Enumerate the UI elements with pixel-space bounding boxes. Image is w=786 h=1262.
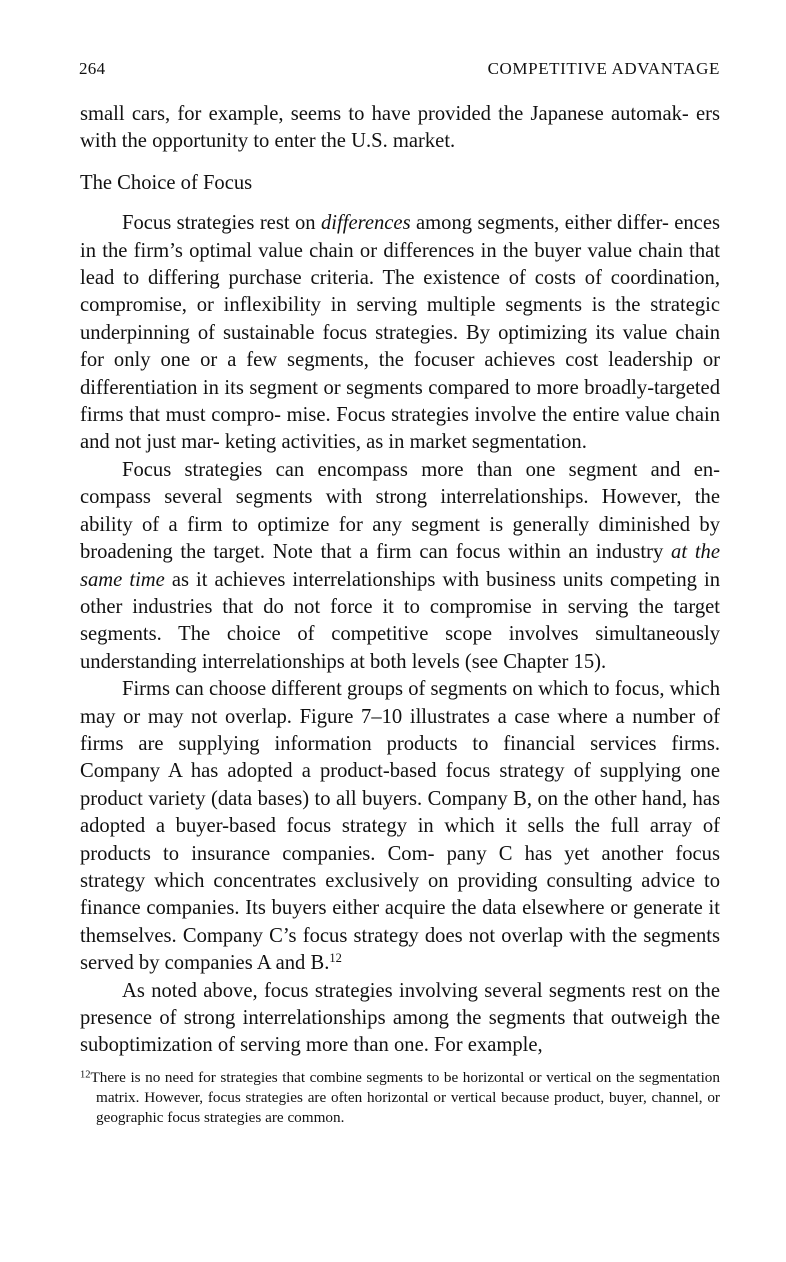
running-title: COMPETITIVE ADVANTAGE xyxy=(487,59,720,78)
emphasis-text: at the same time xyxy=(80,541,720,591)
paragraph-text: Firms can choose different groups of segments on which to focus, which may or may not overlap. Figure 7–10 illustrates a case where a number of firms are supplying information products to financial services firms. Company A has adopted a product-based focus strategy of supplying one product variety (data bases) to all buyers. Company B, on the other hand, has adopted a buyer-based focus strategy in which it sells the full array of products to insurance companies. Com- pany C has yet another focus strategy which concentrates exclusively on providing consulting advice to finance companies. Its buyers either acquire the data elsewhere or generate it themselves. Company C’s focus strategy does not overlap with the segments served by companies A and B. xyxy=(80,678,720,975)
book-page xyxy=(80,58,720,1128)
running-head xyxy=(80,58,720,82)
footnote-reference[interactable]: 12 xyxy=(329,951,342,966)
paragraph-text: among segments, either differ- ences in the firm’s optimal value chain or differences in the buyer value chain that lead to differing purchase criteria. The existence of costs of coordination, compromise, or inflexibility in serving multiple segments is the strategic underpinning of sustainable focus strategies. By optimizing its value chain for only one or a few segments, the focuser achieves cost leadership or differentiation in its segment or segments compared to more broadly-targeted firms that must compro- mise. Focus strategies involve the entire value chain and not just mar- keting activities, as in market segmentation. xyxy=(80,212,720,454)
section-heading: The Choice of Focus xyxy=(80,171,253,194)
paragraph-differences xyxy=(80,210,720,457)
paragraph-segment-groups xyxy=(80,676,720,977)
body-text xyxy=(80,101,720,1060)
paragraph-text: Focus strategies can encompass more than one segment and en- compass several segments with strong interrelationships. However, the ability of a firm to optimize for any segment is generally diminished by broadening the target. Note that a firm can focus within an industry xyxy=(80,458,720,564)
paragraph-text: Focus strategies rest on xyxy=(122,212,321,235)
page-number: 264 xyxy=(79,59,106,78)
footnote-number: 12 xyxy=(80,1069,91,1081)
footnote-text: There is no need for strategies that combine segments to be horizontal or vertical on the segmentation matrix. However, focus strategies are often horizontal or vertical because product, buyer, channel, or geographic focus strategies are common. xyxy=(90,1068,720,1126)
paragraph-text: as it achieves interrelationships with business units competing in other industries that do not force it to compromise in serving the target segments. The choice of competitive scope involves simultaneously understanding interrelationships at both levels (see Chapter 15). xyxy=(80,568,720,673)
paragraph-continuation: small cars, for example, seems to have provided the Japanese automak- ers with the opportunity to enter the U.S. market. xyxy=(80,103,720,153)
paragraph-several-segments: As noted above, focus strategies involving several segments rest on the presence of strong interrelationships among the segments that outweigh the suboptimization of serving more than one. For example, xyxy=(80,979,720,1057)
footnote-separator xyxy=(80,1060,720,1068)
paragraph-interrelationships xyxy=(80,457,720,676)
footnote xyxy=(80,1068,720,1128)
emphasis-text: differences xyxy=(321,212,411,235)
